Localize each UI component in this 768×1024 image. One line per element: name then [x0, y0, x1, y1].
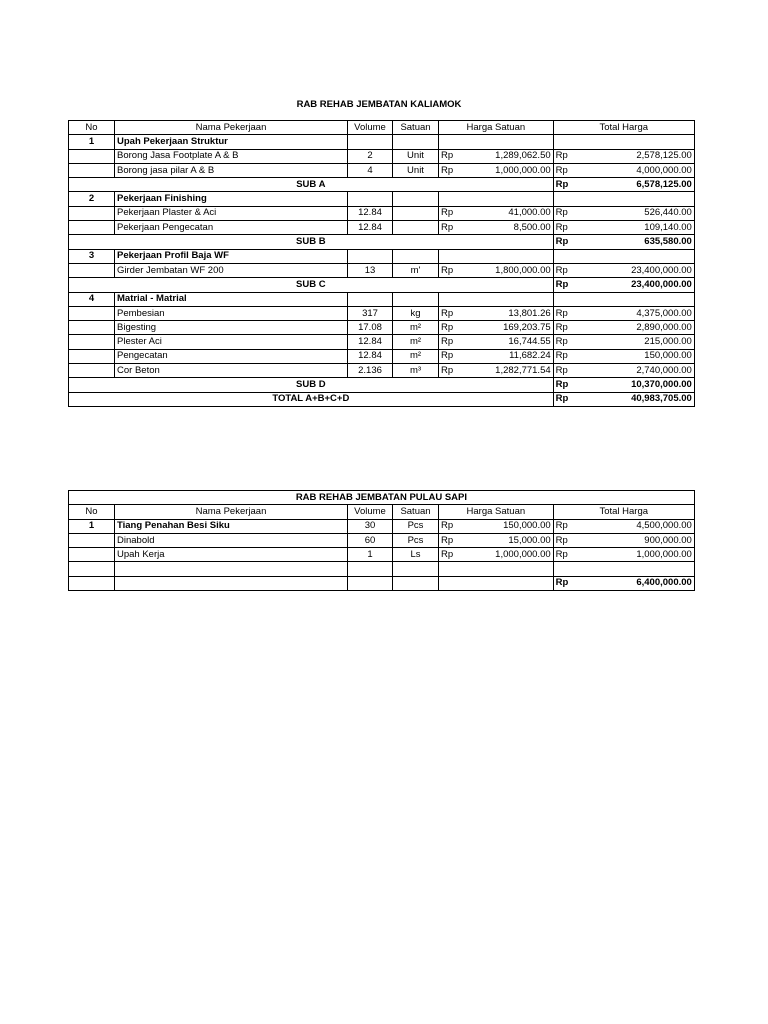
header-nama: Nama Pekerjaan — [115, 505, 348, 519]
item-total: 526,440.00 — [570, 206, 694, 220]
item-name: Plester Aci — [115, 335, 348, 349]
grand-total-currency: Rp — [553, 576, 570, 590]
item-name: Bigesting — [115, 321, 348, 335]
item-row — [69, 519, 695, 533]
grand-total-row — [69, 392, 695, 406]
table-cell — [393, 292, 439, 306]
header-no: No — [69, 505, 115, 519]
price-currency: Rp — [439, 335, 456, 349]
table-cell — [439, 135, 456, 149]
item-name: Tiang Penahan Besi Siku — [115, 519, 348, 533]
table-cell — [570, 292, 694, 306]
item-price: 169,203.75 — [455, 321, 553, 335]
table-cell — [570, 192, 694, 206]
table-cell — [439, 562, 456, 576]
item-name: Borong jasa pilar A & B — [115, 163, 348, 177]
price-currency: Rp — [439, 548, 456, 562]
subtotal-currency: Rp — [553, 278, 570, 292]
table-cell — [393, 192, 439, 206]
item-unit: Pcs — [393, 519, 439, 533]
subtotal-value: 10,370,000.00 — [570, 378, 694, 392]
item-no — [69, 206, 115, 220]
item-price: 1,282,771.54 — [455, 364, 553, 378]
price-currency: Rp — [439, 221, 456, 235]
table-cell — [348, 192, 393, 206]
table-cell — [393, 135, 439, 149]
subtotal-row — [69, 378, 695, 392]
subtotal-row — [69, 278, 695, 292]
table-cell — [570, 249, 694, 263]
item-row — [69, 364, 695, 378]
item-name: Pembesian — [115, 306, 348, 320]
item-no — [69, 306, 115, 320]
item-name: Pengecatan — [115, 349, 348, 363]
item-unit — [393, 221, 439, 235]
table-cell — [553, 192, 570, 206]
item-name: Cor Beton — [115, 364, 348, 378]
price-currency: Rp — [439, 263, 456, 277]
price-currency: Rp — [439, 533, 456, 547]
header-row — [69, 505, 695, 519]
header-nama: Nama Pekerjaan — [115, 121, 348, 135]
item-unit: kg — [393, 306, 439, 320]
subtotal-label: SUB D — [69, 378, 554, 392]
total-currency: Rp — [553, 263, 570, 277]
total-currency: Rp — [553, 306, 570, 320]
section-name: Pekerjaan Profil Baja WF — [115, 249, 348, 263]
item-volume: 2.136 — [348, 364, 393, 378]
item-volume: 30 — [348, 519, 393, 533]
item-price: 1,800,000.00 — [455, 263, 553, 277]
table-cell — [553, 292, 570, 306]
section-row — [69, 192, 695, 206]
table-cell — [348, 135, 393, 149]
item-volume: 60 — [348, 533, 393, 547]
total-currency: Rp — [553, 519, 570, 533]
table-cell — [348, 292, 393, 306]
item-row — [69, 263, 695, 277]
empty-row — [69, 562, 695, 576]
item-price: 11,682.24 — [455, 349, 553, 363]
table-cell — [455, 292, 553, 306]
subtotal-currency: Rp — [553, 378, 570, 392]
table-cell — [455, 576, 553, 590]
table-cell — [455, 192, 553, 206]
title-row — [69, 491, 695, 505]
subtotal-label: SUB A — [69, 178, 554, 192]
item-total: 2,578,125.00 — [570, 149, 694, 163]
item-row — [69, 163, 695, 177]
section-row — [69, 292, 695, 306]
item-unit: m' — [393, 263, 439, 277]
item-volume: 12.84 — [348, 349, 393, 363]
table-cell — [439, 249, 456, 263]
item-no — [69, 533, 115, 547]
item-total: 1,000,000.00 — [570, 548, 694, 562]
item-volume: 2 — [348, 149, 393, 163]
item-total: 2,740,000.00 — [570, 364, 694, 378]
table2-title: RAB REHAB JEMBATAN PULAU SAPI — [69, 491, 695, 505]
item-total: 23,400,000.00 — [570, 263, 694, 277]
item-name: Girder Jembatan WF 200 — [115, 263, 348, 277]
table-cell — [455, 135, 553, 149]
subtotal-row — [69, 235, 695, 249]
item-volume: 12.84 — [348, 206, 393, 220]
table-cell — [570, 562, 694, 576]
item-no — [69, 349, 115, 363]
item-price: 15,000.00 — [455, 533, 553, 547]
item-unit: m³ — [393, 364, 439, 378]
table-rab-pulau-sapi — [68, 490, 695, 591]
table-cell — [553, 562, 570, 576]
table-cell — [348, 576, 393, 590]
item-row — [69, 149, 695, 163]
grand-total-value: 40,983,705.00 — [570, 392, 694, 406]
grand-total-currency: Rp — [553, 392, 570, 406]
item-volume: 4 — [348, 163, 393, 177]
table1-title: RAB REHAB JEMBATAN KALIAMOK — [296, 99, 462, 110]
section-no: 4 — [69, 292, 115, 306]
item-unit: Unit — [393, 149, 439, 163]
item-price: 1,289,062.50 — [455, 149, 553, 163]
table-cell — [115, 562, 348, 576]
item-row — [69, 206, 695, 220]
item-price: 13,801.26 — [455, 306, 553, 320]
item-name: Borong Jasa Footplate A & B — [115, 149, 348, 163]
table-cell — [439, 292, 456, 306]
item-row — [69, 349, 695, 363]
item-price: 150,000.00 — [455, 519, 553, 533]
item-price: 8,500.00 — [455, 221, 553, 235]
price-currency: Rp — [439, 206, 456, 220]
item-row — [69, 335, 695, 349]
item-no: 1 — [69, 519, 115, 533]
subtotal-label: SUB B — [69, 235, 554, 249]
table-cell — [115, 576, 348, 590]
item-unit: m² — [393, 349, 439, 363]
item-total: 4,375,000.00 — [570, 306, 694, 320]
item-volume: 12.84 — [348, 335, 393, 349]
item-total: 215,000.00 — [570, 335, 694, 349]
item-price: 41,000.00 — [455, 206, 553, 220]
item-no — [69, 149, 115, 163]
subtotal-value: 23,400,000.00 — [570, 278, 694, 292]
total-currency: Rp — [553, 548, 570, 562]
item-volume: 17.08 — [348, 321, 393, 335]
item-volume: 12.84 — [348, 221, 393, 235]
item-total: 4,000,000.00 — [570, 163, 694, 177]
table-cell — [455, 562, 553, 576]
item-price: 16,744.55 — [455, 335, 553, 349]
total-currency: Rp — [553, 533, 570, 547]
item-unit: m² — [393, 335, 439, 349]
price-currency: Rp — [439, 306, 456, 320]
table-rab-kaliamok — [68, 120, 695, 407]
header-row — [69, 121, 695, 135]
item-volume: 317 — [348, 306, 393, 320]
header-harga: Harga Satuan — [439, 505, 554, 519]
item-row — [69, 221, 695, 235]
price-currency: Rp — [439, 349, 456, 363]
subtotal-currency: Rp — [553, 178, 570, 192]
item-no — [69, 364, 115, 378]
item-unit: Unit — [393, 163, 439, 177]
table-cell — [69, 576, 115, 590]
table-cell — [348, 562, 393, 576]
price-currency: Rp — [439, 364, 456, 378]
table-cell — [348, 249, 393, 263]
item-name: Pekerjaan Plaster & Aci — [115, 206, 348, 220]
table-cell — [393, 249, 439, 263]
header-total: Total Harga — [553, 121, 694, 135]
table-cell — [439, 576, 456, 590]
table-cell — [455, 249, 553, 263]
total-currency: Rp — [553, 149, 570, 163]
item-total: 109,140.00 — [570, 221, 694, 235]
item-no — [69, 163, 115, 177]
item-unit: Pcs — [393, 533, 439, 547]
item-row — [69, 306, 695, 320]
item-total: 4,500,000.00 — [570, 519, 694, 533]
table-cell — [439, 192, 456, 206]
item-total: 150,000.00 — [570, 349, 694, 363]
subtotal-currency: Rp — [553, 235, 570, 249]
item-volume: 13 — [348, 263, 393, 277]
subtotal-label: SUB C — [69, 278, 554, 292]
subtotal-value: 635,580.00 — [570, 235, 694, 249]
total-currency: Rp — [553, 364, 570, 378]
grand-total-label: TOTAL A+B+C+D — [69, 392, 554, 406]
header-no: No — [69, 121, 115, 135]
table-cell — [553, 249, 570, 263]
header-harga: Harga Satuan — [439, 121, 554, 135]
item-no — [69, 321, 115, 335]
price-currency: Rp — [439, 321, 456, 335]
table-cell — [570, 135, 694, 149]
item-unit — [393, 206, 439, 220]
header-satuan: Satuan — [393, 121, 439, 135]
item-row — [69, 548, 695, 562]
item-price: 1,000,000.00 — [455, 163, 553, 177]
section-row — [69, 249, 695, 263]
grand-total-row — [69, 576, 695, 590]
price-currency: Rp — [439, 519, 456, 533]
total-currency: Rp — [553, 163, 570, 177]
item-row — [69, 533, 695, 547]
total-currency: Rp — [553, 206, 570, 220]
section-no: 2 — [69, 192, 115, 206]
item-name: Pekerjaan Pengecatan — [115, 221, 348, 235]
total-currency: Rp — [553, 335, 570, 349]
section-no: 3 — [69, 249, 115, 263]
header-satuan: Satuan — [393, 505, 439, 519]
table-cell — [69, 562, 115, 576]
item-no — [69, 548, 115, 562]
item-no — [69, 335, 115, 349]
item-name: Upah Kerja — [115, 548, 348, 562]
total-currency: Rp — [553, 221, 570, 235]
item-price: 1,000,000.00 — [455, 548, 553, 562]
total-currency: Rp — [553, 349, 570, 363]
item-total: 2,890,000.00 — [570, 321, 694, 335]
item-unit: m² — [393, 321, 439, 335]
grand-total-value: 6,400,000.00 — [570, 576, 694, 590]
item-no — [69, 221, 115, 235]
price-currency: Rp — [439, 149, 456, 163]
table-cell — [393, 562, 439, 576]
item-volume: 1 — [348, 548, 393, 562]
item-total: 900,000.00 — [570, 533, 694, 547]
section-name: Matrial - Matrial — [115, 292, 348, 306]
section-name: Upah Pekerjaan Struktur — [115, 135, 348, 149]
subtotal-row — [69, 178, 695, 192]
section-no: 1 — [69, 135, 115, 149]
table-cell — [393, 576, 439, 590]
item-name: Dinabold — [115, 533, 348, 547]
header-volume: Volume — [348, 505, 393, 519]
section-row — [69, 135, 695, 149]
price-currency: Rp — [439, 163, 456, 177]
section-name: Pekerjaan Finishing — [115, 192, 348, 206]
item-no — [69, 263, 115, 277]
total-currency: Rp — [553, 321, 570, 335]
subtotal-value: 6,578,125.00 — [570, 178, 694, 192]
table-cell — [553, 135, 570, 149]
item-unit: Ls — [393, 548, 439, 562]
item-row — [69, 321, 695, 335]
header-volume: Volume — [348, 121, 393, 135]
header-total: Total Harga — [553, 505, 694, 519]
